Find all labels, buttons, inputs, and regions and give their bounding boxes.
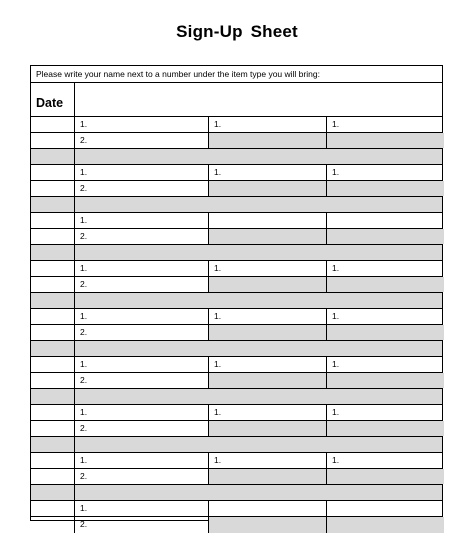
date-cell[interactable] [31,309,75,324]
table-row [31,181,442,197]
spacer-row [31,485,442,501]
item-cell-shaded[interactable] [209,325,327,340]
date-cell[interactable] [31,213,75,228]
item-cell[interactable]: 1. [75,117,209,132]
spacer-row [31,197,442,213]
table-row [31,117,442,133]
date-cell[interactable] [31,149,75,164]
item-cell[interactable] [327,213,444,228]
item-cell[interactable]: 2. [75,373,209,388]
item-cell-shaded[interactable] [327,325,444,340]
item-cell[interactable]: 1. [209,165,327,180]
item-cell[interactable]: 1. [75,501,209,516]
item-cell[interactable] [327,501,444,516]
header-row [31,83,442,117]
item-cell[interactable]: 1. [332,407,340,417]
date-cell[interactable] [31,261,75,276]
item-cell[interactable]: 2. [75,325,209,340]
item-cell[interactable]: 1. [209,117,327,132]
item-cell-shaded[interactable] [209,469,327,484]
item-cell-shaded[interactable] [209,229,327,244]
spacer-row [31,245,442,261]
date-cell[interactable] [31,229,75,244]
item-cell[interactable]: 1. [75,357,209,372]
date-cell[interactable] [31,373,75,388]
item-cell-shaded[interactable] [327,229,444,244]
date-cell[interactable] [31,469,75,484]
item-cell[interactable]: 1. [332,311,340,321]
date-cell[interactable] [31,245,75,260]
item-cell-shaded[interactable] [327,421,444,436]
date-cell[interactable] [31,133,75,148]
item-cell[interactable]: 2. [75,469,209,484]
item-cell[interactable]: 1. [75,453,209,468]
item-cell-shaded[interactable] [209,133,327,148]
item-cell-shaded[interactable] [327,133,444,148]
date-cell[interactable] [31,293,75,308]
date-cell[interactable] [31,501,75,516]
item-cell[interactable]: 1. [209,357,327,372]
table-row [31,357,442,373]
item-cell[interactable]: 1. [75,165,209,180]
spacer-row [31,149,442,165]
item-cell[interactable]: 2. [75,133,209,148]
signup-group [31,165,442,213]
table-row [31,133,442,149]
date-cell[interactable] [31,197,75,212]
date-cell[interactable] [31,389,75,404]
item-cell-shaded[interactable] [327,181,444,196]
item-cell[interactable]: 2. [75,277,209,292]
table-row [31,373,442,389]
signup-group [31,357,442,405]
date-cell[interactable] [31,117,75,132]
table-row [31,277,442,293]
spacer-row [31,437,442,453]
table-row [31,261,442,277]
item-cell[interactable]: 2. [75,181,209,196]
date-cell[interactable] [31,517,75,533]
item-cell[interactable]: 1. [75,261,209,276]
item-cell[interactable]: 2. [75,517,209,533]
table-row [31,165,442,181]
page-title: Sign-Up Sheet [176,22,298,41]
item-cell-shaded[interactable] [327,469,444,484]
date-cell[interactable] [31,405,75,420]
item-cell-shaded[interactable] [209,421,327,436]
signup-group [31,261,442,309]
spacer-row [31,389,442,405]
instruction-text: Please write your name next to a number under the item type you will bring: [31,66,442,83]
table-row [31,325,442,341]
signup-group [31,213,442,261]
item-cell[interactable]: 2. [75,229,209,244]
item-cell-shaded[interactable] [327,277,444,292]
date-cell[interactable] [31,357,75,372]
table-row [31,453,442,469]
date-cell[interactable] [31,421,75,436]
item-cell[interactable]: 1. [209,405,327,420]
table-row [31,469,442,485]
item-cell[interactable]: 1. [332,119,340,129]
table-row [31,213,442,229]
signup-group [31,117,442,165]
item-cell-shaded[interactable] [209,181,327,196]
date-cell[interactable] [31,325,75,340]
signup-group [31,309,442,357]
item-cell[interactable]: 2. [75,421,209,436]
table-row [31,229,442,245]
item-cell[interactable]: 1. [75,309,209,324]
item-cell[interactable]: 1. [209,309,327,324]
item-cell[interactable]: 1. [332,455,340,465]
item-cell-shaded[interactable] [209,373,327,388]
date-cell[interactable] [31,485,75,500]
spacer-row [31,341,442,357]
date-cell[interactable] [31,165,75,180]
item-cell-shaded[interactable] [209,277,327,292]
date-cell[interactable] [31,277,75,292]
table-row [31,501,442,517]
table-row [31,405,442,421]
signup-rows [31,117,442,532]
item-cell-shaded[interactable] [209,517,327,533]
signup-group [31,501,442,532]
signup-group [31,405,442,453]
item-cell[interactable]: 1. [75,405,209,420]
item-cell[interactable]: 1. [209,261,327,276]
date-cell[interactable] [31,341,75,356]
date-column-header: Date [31,83,75,116]
signup-group [31,453,442,501]
item-cell[interactable] [209,213,327,228]
date-cell[interactable] [31,453,75,468]
item-cell-shaded[interactable] [327,517,444,533]
item-cell[interactable]: 1. [209,453,327,468]
item-cell[interactable]: 1. [332,359,340,369]
item-cell[interactable]: 1. [332,263,340,273]
item-cell[interactable] [209,501,327,516]
item-cell-shaded[interactable] [327,373,444,388]
table-row [31,517,442,533]
signup-table [30,65,443,529]
spacer-row [31,293,442,309]
item-cell[interactable]: 1. [75,213,209,228]
date-cell[interactable] [31,181,75,196]
item-cell[interactable]: 1. [332,167,340,177]
date-cell[interactable] [31,437,75,452]
table-row [31,309,442,325]
table-row [31,421,442,437]
